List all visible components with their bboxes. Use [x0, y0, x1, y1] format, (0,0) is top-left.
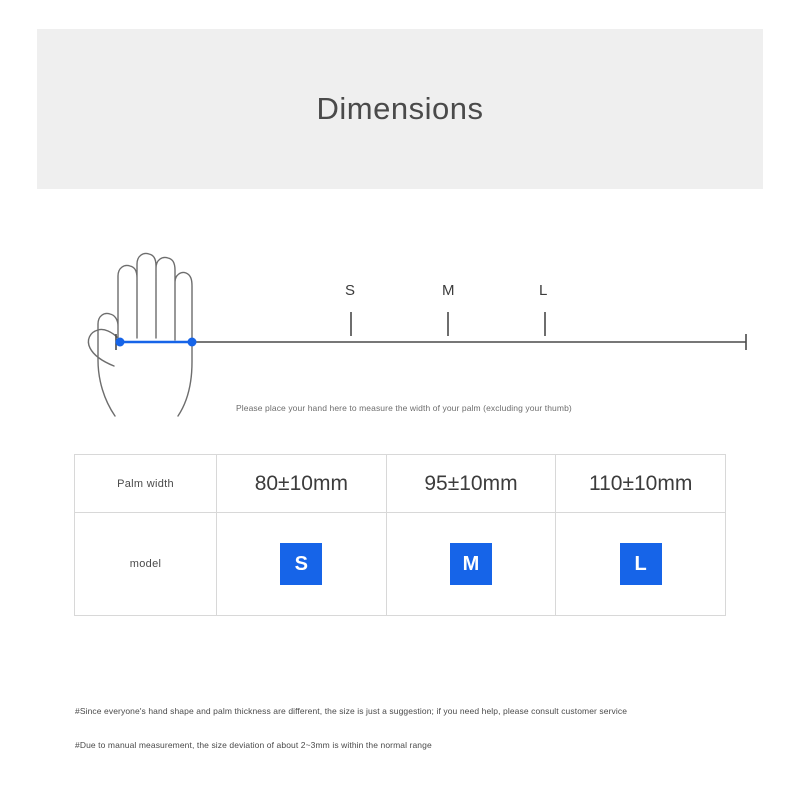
page-title: Dimensions: [316, 91, 484, 126]
footnote-1: #Since everyone's hand shape and palm thickness are different, the size is just a suggestion; if you need help, please consult customer service: [75, 706, 628, 716]
measurement-diagram: [0, 200, 800, 440]
header-band: [37, 29, 763, 189]
model-cell-s: [217, 513, 387, 616]
size-badge-m: M: [450, 543, 492, 585]
model-cell-l: [556, 513, 726, 616]
model-cell-m: [386, 513, 556, 616]
measuring-ruler: [110, 260, 750, 380]
palm-width-m: 95±10mm: [386, 455, 556, 513]
size-table: [74, 454, 726, 616]
table-row: [75, 513, 726, 616]
row-header-model: model: [75, 513, 217, 616]
footnotes: [75, 706, 775, 774]
measurement-instruction: Please place your hand here to measure the width of your palm (excluding your thumb): [236, 403, 572, 413]
size-badge-s: S: [280, 543, 322, 585]
row-header-palm-width: Palm width: [75, 455, 217, 513]
footnote-2: #Due to manual measurement, the size deviation of about 2~3mm is within the normal range: [75, 740, 432, 750]
ruler-tick-label-l: L: [539, 282, 548, 299]
ruler-tick-label-m: M: [442, 282, 455, 299]
palm-width-l: 110±10mm: [556, 455, 726, 513]
palm-width-s: 80±10mm: [217, 455, 387, 513]
ruler-tick-label-s: S: [345, 282, 356, 299]
table-row: [75, 455, 726, 513]
size-badge-l: L: [620, 543, 662, 585]
